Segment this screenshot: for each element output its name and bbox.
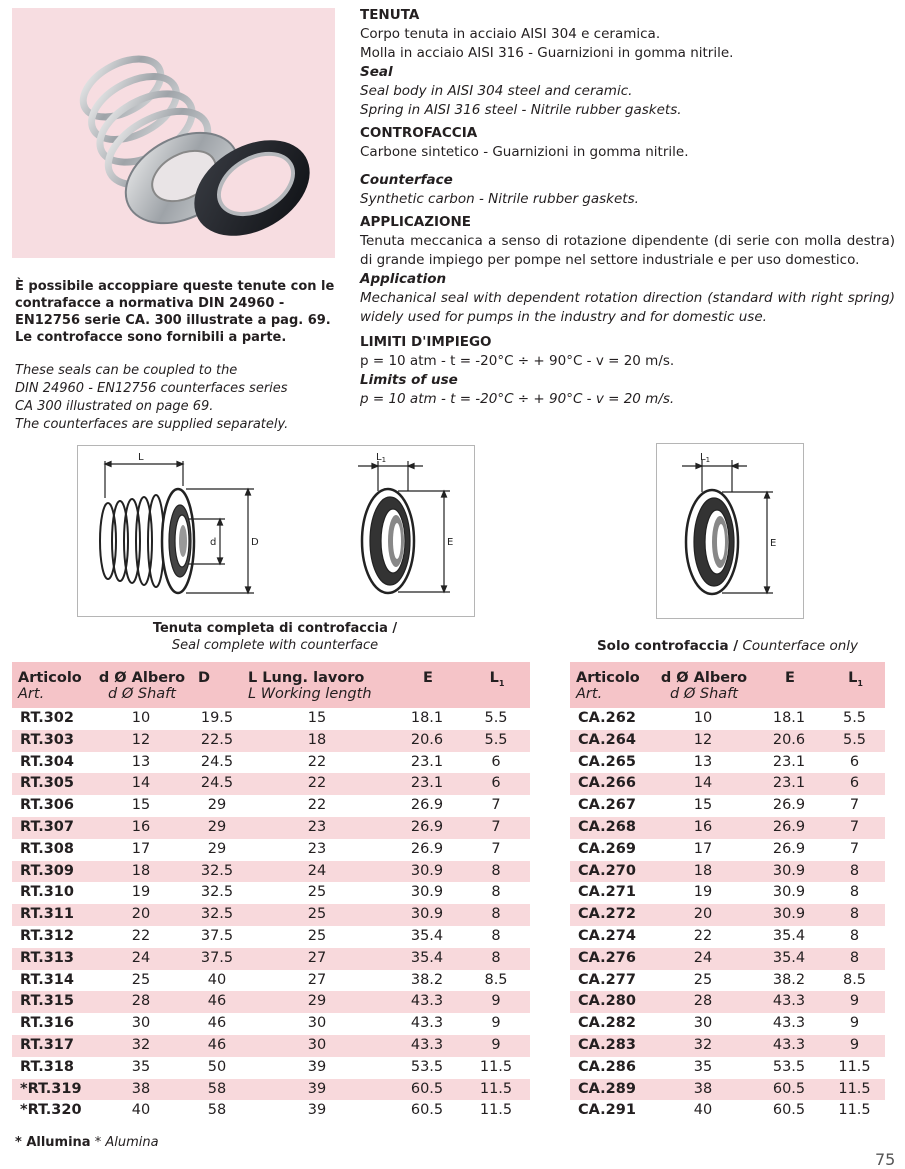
- cell-value: 8: [849, 884, 860, 901]
- cell-article: RT.307: [20, 818, 74, 835]
- cell-article: CA.268: [578, 818, 636, 835]
- cell-value: 43.3: [772, 1036, 806, 1053]
- applicazione-text: Tenuta meccanica a senso di rotazione dipendente (di serie con molla destra) di grande impiego per pompe nel settore industriale e per uso domestico.: [360, 233, 895, 268]
- table-row: [12, 817, 530, 839]
- cell-value: 25: [307, 884, 327, 901]
- cell-value: 25: [307, 927, 327, 944]
- label-E: E: [447, 537, 454, 548]
- cell-value: 15: [131, 797, 151, 814]
- table-row: [570, 904, 885, 926]
- cell-value: 23.1: [772, 753, 806, 770]
- table-row: [570, 795, 885, 817]
- cell-value: 22: [693, 927, 713, 944]
- cell-value: 7: [491, 797, 501, 814]
- table-row: [12, 948, 530, 970]
- seal-complete-drawing: [78, 446, 474, 616]
- cell-value: 5.5: [842, 731, 867, 748]
- cell-article: RT.311: [20, 906, 74, 923]
- cell-article: RT.304: [20, 753, 74, 770]
- cell-article: RT.309: [20, 862, 74, 879]
- cell-article: CA.280: [578, 993, 636, 1010]
- table-row: [570, 1079, 885, 1101]
- cell-value: 32.5: [200, 906, 234, 923]
- cell-article: RT.316: [20, 1015, 74, 1032]
- cell-article: CA.262: [578, 710, 636, 726]
- intro-english: [15, 362, 335, 434]
- cell-value: 35.4: [410, 949, 444, 966]
- cell-value: 30.9: [410, 884, 444, 901]
- cell-value: 23.1: [772, 775, 806, 792]
- cell-value: 39: [307, 1080, 327, 1097]
- col-header-articolo: Articolo Art.: [576, 670, 640, 702]
- counterface-drawing: [657, 444, 803, 618]
- diagram-counterface-only: [656, 443, 804, 619]
- table-row: [12, 926, 530, 948]
- intro-english-line: The counterfaces are supplied separately.: [15, 417, 289, 432]
- cell-article: RT.308: [20, 840, 74, 857]
- cell-value: 6: [849, 775, 860, 792]
- cell-value: 22: [307, 775, 327, 792]
- cell-value: 35.4: [772, 949, 806, 966]
- table-row: [570, 752, 885, 774]
- table-seals: [12, 662, 530, 1122]
- caption-right-english: Counterface only: [742, 638, 859, 654]
- table-row: [12, 1079, 530, 1101]
- table-row: [12, 730, 530, 752]
- cell-value: 30.9: [772, 906, 806, 923]
- specifications: [360, 6, 895, 409]
- cell-value: 19: [131, 884, 151, 901]
- table-row: [570, 1100, 885, 1122]
- cell-value: 18: [693, 862, 713, 879]
- table-row: [12, 795, 530, 817]
- table-row: [570, 773, 885, 795]
- cell-value: 14: [131, 775, 151, 792]
- cell-article: RT.313: [20, 949, 74, 966]
- cell-value: 18: [307, 731, 327, 748]
- table-counterfaces: [570, 662, 885, 1122]
- table-row: [12, 861, 530, 883]
- cell-value: 24.5: [200, 753, 234, 770]
- table-row: [570, 948, 885, 970]
- cell-value: 8: [491, 862, 501, 879]
- cell-value: 8.5: [842, 971, 867, 988]
- table-row: [12, 1013, 530, 1035]
- intro-english-line: DIN 24960 - EN12756 counterfaces series: [15, 381, 288, 396]
- intro-italian: È possibile accoppiare queste tenute con le contrafacce a normativa DIN 24960 - EN12756 serie CA. 300 illustrate a pag. 69. Le controfacce sono fornibili a parte.: [15, 279, 335, 345]
- table-row: [570, 926, 885, 948]
- col-header-length: L Lung. lavoro L Working length: [248, 670, 372, 702]
- cell-value: 30.9: [772, 884, 806, 901]
- table-row: [570, 817, 885, 839]
- cell-value: 58: [207, 1080, 227, 1097]
- cell-value: 26.9: [772, 818, 806, 835]
- cell-value: 53.5: [410, 1058, 444, 1075]
- cell-value: 39: [307, 1058, 327, 1075]
- cell-value: 29: [207, 797, 227, 814]
- label-E: E: [770, 538, 777, 549]
- cell-value: 29: [207, 818, 227, 835]
- label-L1: $L_1$: [376, 452, 387, 464]
- cell-value: 19.5: [200, 710, 234, 726]
- cell-value: 50: [207, 1058, 227, 1075]
- cell-value: 11.5: [838, 1058, 871, 1075]
- cell-value: 19: [693, 884, 713, 901]
- heading-seal: Seal: [360, 64, 393, 80]
- cell-article: CA.283: [578, 1036, 636, 1053]
- cell-value: 40: [131, 1102, 151, 1119]
- col-header-E: E: [785, 670, 795, 686]
- page-number: 75: [875, 1150, 896, 1169]
- caption-seal-complete: [77, 620, 473, 654]
- cell-article: RT.314: [20, 971, 74, 988]
- table-row: [570, 708, 885, 730]
- table-row: [570, 861, 885, 883]
- cell-article: RT.302: [20, 710, 74, 726]
- cell-value: 30.9: [772, 862, 806, 879]
- cell-value: 22.5: [200, 731, 234, 748]
- cell-value: 60.5: [410, 1102, 444, 1119]
- cell-value: 11.5: [479, 1102, 513, 1119]
- cell-value: 26.9: [410, 797, 444, 814]
- cell-value: 20: [131, 906, 151, 923]
- cell-value: 23: [307, 840, 327, 857]
- cell-value: 46: [207, 993, 227, 1010]
- label-D: D: [251, 537, 259, 548]
- cell-value: 6: [491, 775, 501, 792]
- cell-value: 30: [307, 1036, 327, 1053]
- cell-value: 25: [131, 971, 151, 988]
- caption-left-english: Seal complete with counterface: [171, 638, 379, 653]
- cell-value: 13: [131, 753, 151, 770]
- cell-value: 22: [131, 927, 151, 944]
- cell-value: 26.9: [772, 840, 806, 857]
- cell-value: 28: [693, 993, 713, 1010]
- cell-value: 9: [491, 1015, 501, 1032]
- cell-value: 7: [849, 840, 860, 857]
- footnote-english: * Alumina: [94, 1135, 159, 1150]
- cell-value: 43.3: [410, 1015, 444, 1032]
- cell-value: 27: [307, 949, 327, 966]
- cell-article: RT.305: [20, 775, 74, 792]
- cell-value: 18.1: [410, 710, 444, 726]
- cell-value: 18: [131, 862, 151, 879]
- col-header-shaft: d Ø Albero d Ø Shaft: [660, 670, 748, 702]
- caption-left-italian: Tenuta completa di controfaccia /: [152, 621, 398, 636]
- cell-value: 22: [307, 797, 327, 814]
- cell-value: 5.5: [484, 731, 508, 748]
- cell-article: RT.303: [20, 731, 74, 748]
- heading-limiti: LIMITI D'IMPIEGO: [360, 334, 492, 350]
- cell-value: 8: [491, 927, 501, 944]
- cell-value: 8: [849, 906, 860, 923]
- heading-tenuta: TENUTA: [360, 7, 420, 23]
- cell-value: 15: [693, 797, 713, 814]
- cell-value: 6: [491, 753, 501, 770]
- cell-value: 7: [491, 818, 501, 835]
- cell-value: 8.5: [484, 971, 508, 988]
- cell-value: 46: [207, 1036, 227, 1053]
- cell-article: CA.272: [578, 906, 636, 923]
- cell-article: CA.286: [578, 1058, 636, 1075]
- table-row: [12, 1035, 530, 1057]
- cell-value: 28: [131, 993, 151, 1010]
- diagram-seal-complete: [77, 445, 475, 617]
- cell-value: 30: [131, 1015, 151, 1032]
- cell-value: 25: [307, 906, 327, 923]
- cell-article: CA.264: [578, 731, 636, 748]
- col-header-shaft: d Ø Albero d Ø Shaft: [98, 670, 186, 702]
- heading-controfaccia: CONTROFACCIA: [360, 125, 478, 141]
- cell-value: 60.5: [772, 1080, 806, 1097]
- table-row: [570, 970, 885, 992]
- table-header-row: [570, 662, 885, 708]
- application-text: Mechanical seal with dependent rotation direction (standard with right spring) widely used for pumps in the industry and for domestic use.: [360, 290, 895, 325]
- cell-value: 9: [491, 993, 501, 1010]
- cell-value: 9: [849, 1036, 860, 1053]
- limiti-text: p = 10 atm - t = -20°C ÷ + 90°C - v = 20 m/s.: [360, 353, 675, 369]
- cell-article: CA.274: [578, 927, 636, 944]
- cell-value: 15: [307, 710, 327, 726]
- cell-value: 7: [849, 797, 860, 814]
- cell-value: 32.5: [200, 884, 234, 901]
- cell-value: 32: [693, 1036, 713, 1053]
- cell-value: 37.5: [200, 927, 234, 944]
- heading-applicazione: APPLICAZIONE: [360, 214, 472, 230]
- cell-value: 43.3: [772, 993, 806, 1010]
- table-row: [570, 730, 885, 752]
- cell-article: CA.289: [578, 1080, 636, 1097]
- footnote: [15, 1135, 159, 1150]
- table-row: [12, 752, 530, 774]
- cell-value: 18.1: [772, 710, 806, 726]
- cell-value: 30: [307, 1015, 327, 1032]
- cell-value: 26.9: [772, 797, 806, 814]
- cell-value: 30: [693, 1015, 713, 1032]
- table-header-row: [12, 662, 530, 708]
- cell-article: RT.312: [20, 927, 74, 944]
- cell-value: 30.9: [410, 862, 444, 879]
- cell-article: *RT.320: [20, 1102, 82, 1119]
- table-counterfaces-body: [570, 708, 885, 1122]
- cell-value: 38: [131, 1080, 151, 1097]
- cell-value: 10: [131, 710, 151, 726]
- cell-value: 29: [207, 840, 227, 857]
- intro-english-line: CA 300 illustrated on page 69.: [15, 399, 214, 414]
- label-L1: $L_1$: [700, 452, 711, 464]
- table-row: [570, 1035, 885, 1057]
- col-header-L1: $L_1$: [489, 670, 505, 688]
- cell-value: 23.1: [410, 775, 444, 792]
- cell-value: 9: [491, 1036, 501, 1053]
- cell-value: 37.5: [200, 949, 234, 966]
- seal-line: Spring in AISI 316 steel - Nitrile rubber gaskets.: [360, 102, 682, 118]
- cell-value: 43.3: [410, 1036, 444, 1053]
- cell-value: 26.9: [410, 840, 444, 857]
- heading-limits: Limits of use: [360, 372, 458, 388]
- heading-counterface: Counterface: [360, 172, 453, 188]
- cell-value: 11.5: [838, 1080, 871, 1097]
- cell-value: 16: [131, 818, 151, 835]
- table-row: [12, 970, 530, 992]
- cell-value: 24: [307, 862, 327, 879]
- cell-value: 35: [131, 1058, 151, 1075]
- cell-value: 53.5: [772, 1058, 806, 1075]
- cell-value: 16: [693, 818, 713, 835]
- intro-english-line: These seals can be coupled to the: [15, 363, 238, 378]
- cell-article: RT.318: [20, 1058, 74, 1075]
- cell-value: 23: [307, 818, 327, 835]
- heading-application: Application: [360, 271, 447, 287]
- tenuta-line: Corpo tenuta in acciaio AISI 304 e ceramica.: [360, 26, 661, 42]
- cell-value: 7: [849, 818, 860, 835]
- cell-value: 29: [307, 993, 327, 1010]
- cell-article: *RT.319: [20, 1080, 82, 1097]
- cell-value: 12: [131, 731, 151, 748]
- cell-value: 43.3: [410, 993, 444, 1010]
- tenuta-line: Molla in acciaio AISI 316 - Guarnizioni in gomma nitrile.: [360, 45, 734, 61]
- cell-value: 8: [849, 927, 860, 944]
- footnote-italian: * Allumina: [15, 1135, 91, 1150]
- table-row: [12, 1100, 530, 1122]
- cell-article: CA.270: [578, 862, 636, 879]
- cell-value: 40: [207, 971, 227, 988]
- cell-value: 23.1: [410, 753, 444, 770]
- cell-value: 35: [693, 1058, 713, 1075]
- cell-value: 58: [207, 1102, 227, 1119]
- cell-article: CA.271: [578, 884, 636, 901]
- cell-value: 24: [131, 949, 151, 966]
- cell-value: 35.4: [410, 927, 444, 944]
- cell-value: 24: [693, 949, 713, 966]
- label-L: L: [138, 452, 144, 463]
- cell-value: 35.4: [772, 927, 806, 944]
- label-d: d: [210, 537, 217, 548]
- cell-article: RT.306: [20, 797, 74, 814]
- cell-value: 40: [693, 1102, 713, 1119]
- cell-article: CA.267: [578, 797, 636, 814]
- cell-value: 46: [207, 1015, 227, 1032]
- cell-value: 11.5: [479, 1080, 513, 1097]
- cell-value: 7: [491, 840, 501, 857]
- limits-text: p = 10 atm - t = -20°C ÷ + 90°C - v = 20 m/s.: [360, 391, 675, 407]
- table-row: [12, 1057, 530, 1079]
- cell-value: 8: [491, 949, 501, 966]
- cell-value: 38: [693, 1080, 713, 1097]
- cell-value: 12: [693, 731, 713, 748]
- seal-line: Seal body in AISI 304 steel and ceramic.: [360, 83, 633, 99]
- cell-value: 20.6: [772, 731, 806, 748]
- cell-value: 5.5: [842, 710, 867, 726]
- cell-value: 11.5: [479, 1058, 513, 1075]
- cell-value: 20.6: [410, 731, 444, 748]
- cell-value: 26.9: [410, 818, 444, 835]
- cell-value: 9: [849, 993, 860, 1010]
- cell-article: RT.317: [20, 1036, 74, 1053]
- cell-value: 13: [693, 753, 713, 770]
- cell-value: 32: [131, 1036, 151, 1053]
- cell-value: 60.5: [772, 1102, 806, 1119]
- table-row: [570, 991, 885, 1013]
- cell-article: CA.282: [578, 1015, 636, 1032]
- table-row: [12, 991, 530, 1013]
- cell-article: RT.315: [20, 993, 74, 1010]
- cell-value: 8: [491, 884, 501, 901]
- cell-value: 17: [693, 840, 713, 857]
- col-header-articolo: Articolo Art.: [18, 670, 82, 702]
- cell-value: 39: [307, 1102, 327, 1119]
- table-row: [12, 839, 530, 861]
- cell-value: 32.5: [200, 862, 234, 879]
- cell-value: 38.2: [410, 971, 444, 988]
- mechanical-seal-illustration: [12, 8, 335, 258]
- cell-article: RT.310: [20, 884, 74, 901]
- table-row: [12, 882, 530, 904]
- cell-value: 8: [849, 862, 860, 879]
- table-seals-body: [12, 708, 530, 1122]
- table-row: [12, 708, 530, 730]
- cell-article: CA.266: [578, 775, 636, 792]
- caption-counterface-only: [570, 638, 885, 655]
- cell-value: 11.5: [838, 1102, 871, 1119]
- table-row: [570, 1013, 885, 1035]
- controfaccia-line: Carbone sintetico - Guarnizioni in gomma nitrile.: [360, 144, 689, 160]
- table-row: [570, 882, 885, 904]
- cell-value: 25: [693, 971, 713, 988]
- cell-value: 60.5: [410, 1080, 444, 1097]
- cell-value: 30.9: [410, 906, 444, 923]
- table-row: [570, 839, 885, 861]
- cell-value: 38.2: [772, 971, 806, 988]
- cell-value: 20: [693, 906, 713, 923]
- cell-article: CA.277: [578, 971, 636, 988]
- counterface-line: Synthetic carbon - Nitrile rubber gaskets.: [360, 191, 639, 207]
- cell-value: 24.5: [200, 775, 234, 792]
- table-row: [12, 904, 530, 926]
- col-header-E: E: [423, 670, 433, 686]
- cell-value: 9: [849, 1015, 860, 1032]
- col-header-D: D: [198, 670, 211, 686]
- table-row: [570, 1057, 885, 1079]
- cell-article: CA.265: [578, 753, 636, 770]
- cell-value: 14: [693, 775, 713, 792]
- cell-article: CA.269: [578, 840, 636, 857]
- caption-right-italian: Solo controfaccia /: [596, 638, 739, 654]
- cell-value: 6: [849, 753, 860, 770]
- cell-value: 43.3: [772, 1015, 806, 1032]
- cell-value: 17: [131, 840, 151, 857]
- cell-value: 8: [491, 906, 501, 923]
- cell-article: CA.276: [578, 949, 636, 966]
- cell-value: 27: [307, 971, 327, 988]
- cell-value: 22: [307, 753, 327, 770]
- cell-value: 8: [849, 949, 860, 966]
- cell-value: 5.5: [484, 710, 508, 726]
- cell-value: 10: [693, 710, 713, 726]
- cell-article: CA.291: [578, 1102, 636, 1119]
- product-photo: [12, 8, 335, 258]
- col-header-L1: $L_1$: [848, 670, 863, 688]
- table-row: [12, 773, 530, 795]
